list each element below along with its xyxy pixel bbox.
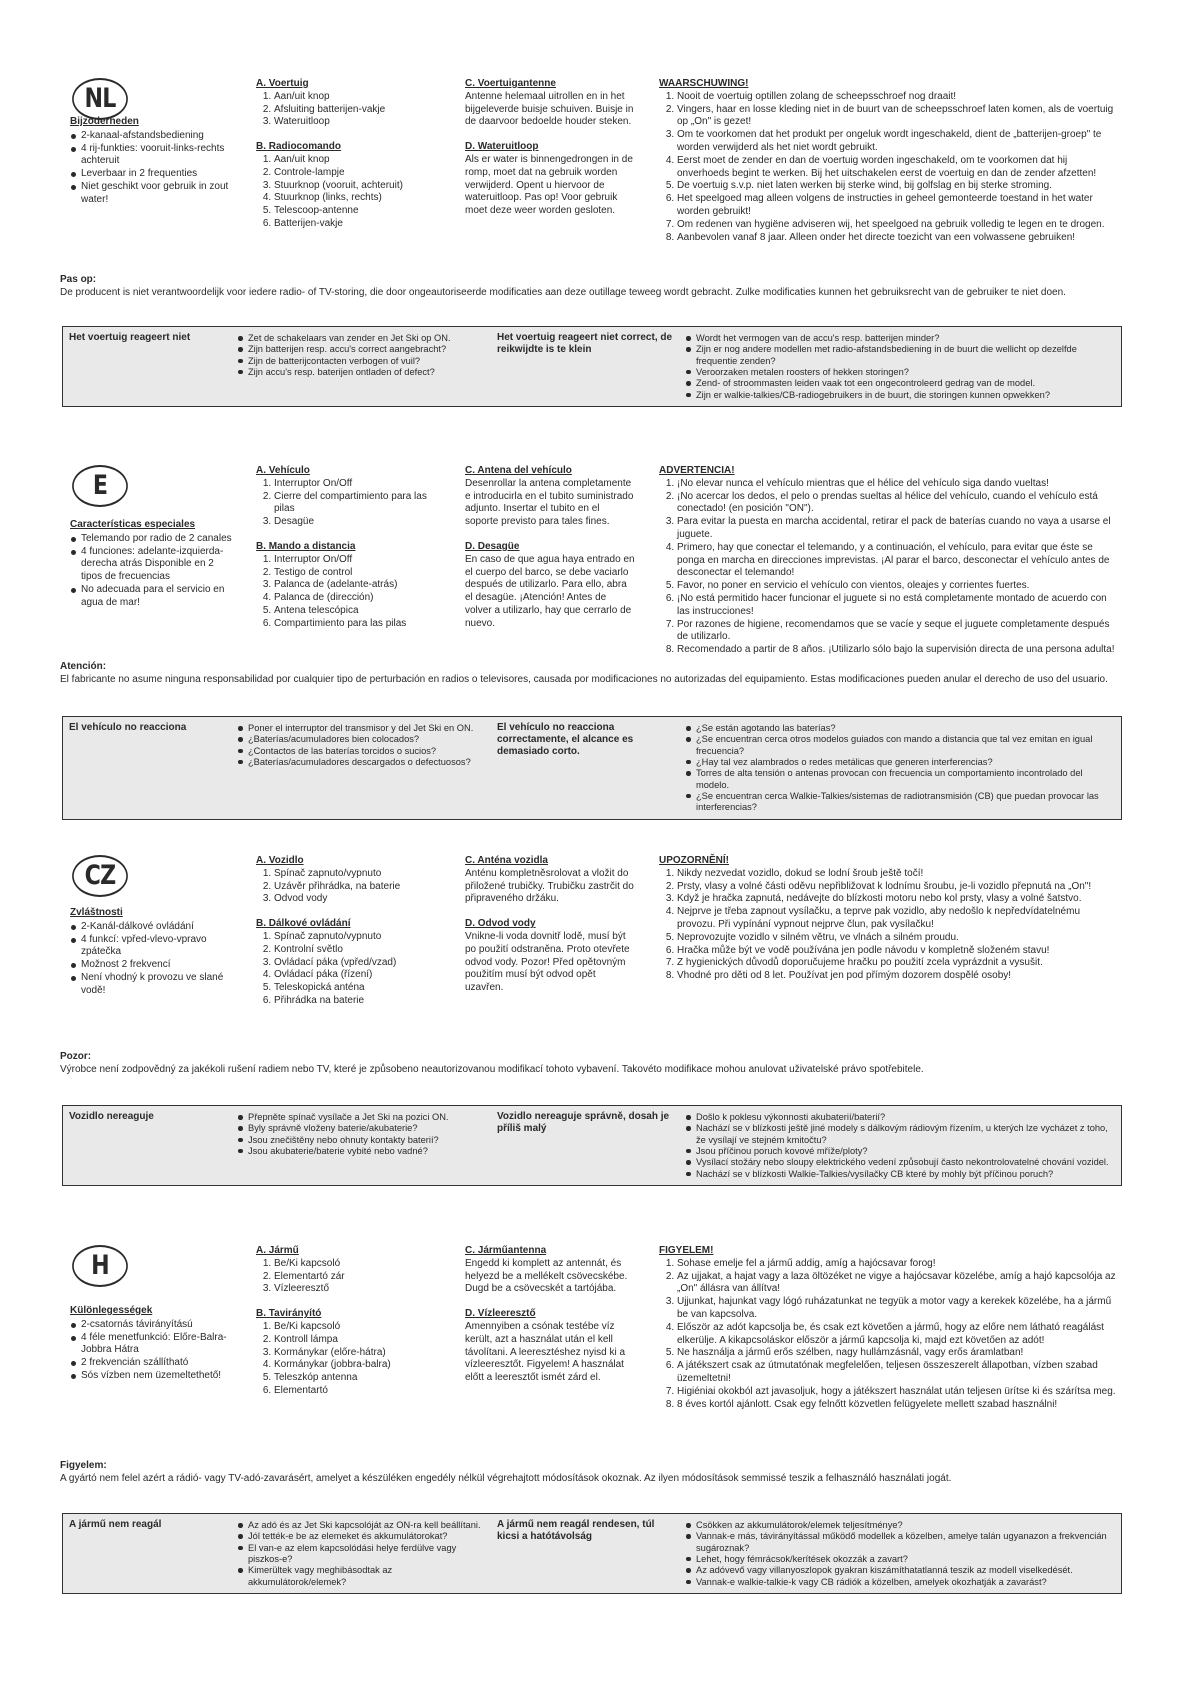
vehicle-parts-title: A. Vozidlo: [256, 855, 304, 866]
list-item: 5. Antena telescópica: [274, 605, 441, 618]
features-title: Különlegességek: [70, 1305, 153, 1316]
note: [60, 274, 1120, 300]
list-item: Niet geschikt voor gebruik in zout water!: [70, 181, 232, 207]
features-column: [70, 78, 232, 207]
parts-column: [256, 1245, 441, 1410]
language-section-h: [0, 1245, 1191, 1665]
antenna-title: C. Antena del vehículo: [465, 465, 572, 476]
ts-poor-range-title: [491, 327, 679, 406]
language-section-nl: [0, 78, 1191, 498]
list-item: 7. Higiéniai okokból azt javasoljuk, hogy a játékszert használat után teljesen ürítse ki és szárítsa meg.: [677, 1386, 1121, 1399]
ts-no-reaction-checks: [231, 327, 491, 406]
list-item: 4. Palanca de (dirección): [274, 592, 441, 605]
list-item: 7. Z hygienických důvodů doporučujeme hračku po použití zcela vyprázdnit a vysušit.: [677, 957, 1121, 970]
troubleshooting-table: [62, 1513, 1122, 1594]
warnings-column: [659, 1245, 1121, 1411]
ts-poor-range-checks: [679, 1106, 1119, 1185]
list-item: Leverbaar in 2 frequenties: [70, 168, 232, 181]
ts1-list: [237, 723, 485, 768]
features-column: [70, 465, 232, 610]
features-column: [70, 1245, 232, 1383]
ts-no-reaction-title: [63, 717, 231, 819]
warnings-column: [659, 465, 1121, 657]
drain-title: D. Odvod vody: [465, 918, 536, 930]
list-item: Byly správně vloženy baterie/akubaterie?: [237, 1123, 485, 1134]
list-item: 2. Elementartó zár: [274, 1271, 441, 1284]
list-item: Wordt het vermogen van de accu's resp. batterijen minder?: [685, 333, 1113, 344]
list-item: Došlo k poklesu výkonnosti akubaterií/baterií?: [685, 1112, 1113, 1123]
list-item: 6. Compartimiento para las pilas: [274, 618, 441, 631]
list-item: 4. Primero, hay que conectar el telemando, y a continuación, el vehículo, para evitar que éste se ponga en marcha en direcciones imprevistas. ¡Al parar el barco, desconectar el vehículo antes de desconectar el telemando!: [677, 542, 1121, 580]
ts-poor-range-checks: [679, 1514, 1119, 1593]
list-item: Zijn er nog andere modellen met radio-afstandsbediening in de buurt die wellicht op dezelfde frequentie zenden?: [685, 344, 1113, 367]
list-item: 2. Az ujjakat, a hajat vagy a laza öltözéket ne vigye a hajócsavar közelébe, amíg a hajó kapcsolója az „On" állásra van állítva!: [677, 1271, 1121, 1297]
list-item: 1. ¡No elevar nunca el vehículo mientras que el hélice del vehículo siga dando vueltas!: [677, 478, 1121, 491]
list-item: 3. Desagüe: [274, 516, 441, 529]
list-item: 6. Přihrádka na baterie: [274, 995, 441, 1008]
country-code: E: [92, 469, 108, 501]
list-item: 4. Kormánykar (jobbra-balra): [274, 1359, 441, 1372]
list-item: Jsou akubaterie/baterie vybité nebo vadné?: [237, 1146, 485, 1157]
list-item: 5. Favor, no poner en servicio el vehículo con vientos, oleajes y corrientes fuertes.: [677, 580, 1121, 593]
list-item: ¿Baterías/acumuladores bien colocados?: [237, 734, 485, 745]
antenna-drain-column: [465, 855, 635, 1007]
drain-title: D. Desagüe: [465, 540, 520, 552]
note: [60, 661, 1120, 687]
ts-no-reaction-checks: [231, 1514, 491, 1593]
ts1-list: [237, 1520, 485, 1588]
list-item: 1. Aan/uit knop: [274, 91, 441, 104]
list-item: 1. Interruptor On/Off: [274, 554, 441, 567]
antenna-text: Anténu kompletněsrolovat a vložit do přiložené trubičky. Trubičku zastrčit do připraveného držáku.: [465, 867, 634, 905]
list-item: 1. Interruptor On/Off: [274, 478, 441, 491]
ts2-list: [685, 723, 1113, 814]
list-item: Není vhodný k provozu ve slané vodě!: [70, 972, 232, 998]
list-item: Sós vízben nem üzemeltethető!: [70, 1370, 232, 1383]
list-item: 3. Vízleeresztő: [274, 1283, 441, 1296]
country-code-oval: [72, 855, 128, 897]
list-item: No adecuada para el servicio en agua de mar!: [70, 584, 232, 610]
list-item: ¿Se encuentran cerca Walkie-Talkies/sistemas de radiotransmisión (CB) que puedan provocar las interferencias?: [685, 791, 1113, 814]
list-item: Jól tették-e be az elemeket és akkumulátorokat?: [237, 1531, 485, 1542]
warnings-list: [659, 868, 1121, 983]
ts-poor-range-title: [491, 717, 679, 819]
drain-text: Als er water is binnengedrongen in de romp, moet dat na gebruik worden verwijderd. Opent u hiervoor de wateruitloop. Pas op! Voor gebruik moet deze weer worden gesloten.: [465, 153, 633, 217]
list-item: 1. Spínač zapnuto/vypnuto: [274, 931, 441, 944]
list-item: 4. Ovládací páka (řízení): [274, 969, 441, 982]
ts-poor-range-checks: [679, 717, 1119, 819]
list-item: 4. Eerst moet de zender en dan de voertuig worden ingeschakeld, om te voorkomen dat hij onverhoeds begint te werken. Bij het uitschakelen eerst de voertuig en dan de zender afzetten!: [677, 155, 1121, 181]
list-item: 3. Ujjunkat, hajunkat vagy lógó ruházatunkat ne tegyük a motor vagy a kerekek közelébe, ha a jármű be van kapcsolva.: [677, 1296, 1121, 1322]
ts-no-reaction-checks: [231, 1106, 491, 1185]
ts2-list: [685, 1112, 1113, 1180]
list-item: Zijn batterijen resp. accu's correct aangebracht?: [237, 344, 485, 355]
antenna-title: C. Anténa vozidla: [465, 855, 548, 866]
drain-title: D. Vízleeresztő: [465, 1308, 536, 1320]
country-code-oval: [72, 78, 128, 120]
list-item: 5. Neprovozujte vozidlo v silném větru, ve vlnách a silném proudu.: [677, 932, 1121, 945]
vehicle-parts-list: [256, 91, 441, 129]
note-text: De producent is niet verantwoordelijk voor iedere radio- of TV-storing, die door ongeautoriseerde modificaties aan deze outillage teweeg wordt gebracht. Zulke modificaties kunnen het gebruiksrecht van de gebruiker te niet doen.: [60, 286, 1066, 298]
remote-parts-title: B. Mando a distancia: [256, 540, 356, 552]
list-item: 2. Kontroll lámpa: [274, 1334, 441, 1347]
list-item: 1. Be/Ki kapcsoló: [274, 1258, 441, 1271]
list-item: 5. Teleszkóp antenna: [274, 1372, 441, 1385]
list-item: Nachází se v blízkosti ještě jiné modely s dálkovým rádiovým řízením, u kterých lze vycházet z toho, že vysílají ve stejném kmitočtu?: [685, 1123, 1113, 1146]
ts1-title: Vozidlo nereaguje: [69, 1111, 154, 1122]
troubleshooting-table: [62, 1105, 1122, 1186]
vehicle-parts-title: A. Vehículo: [256, 465, 310, 476]
list-item: 4 funkcí: vpřed-vlevo-vpravo zpátečka: [70, 934, 232, 960]
note-title: Pas op:: [60, 274, 97, 285]
parts-column: [256, 465, 441, 643]
list-item: Zijn de batterijcontacten verbogen of vuil?: [237, 356, 485, 367]
list-item: 3. Ovládací páka (vpřed/vzad): [274, 957, 441, 970]
vehicle-parts-title: A. Jármű: [256, 1245, 299, 1256]
list-item: ¿Se encuentran cerca otros modelos guiados con mando a distancia que tal vez emitan en igual frecuencia?: [685, 734, 1113, 757]
ts1-list: [237, 1112, 485, 1157]
list-item: 6. Hračka může být ve vodě používána jen podle návodu v kompletně složeném stavu!: [677, 945, 1121, 958]
troubleshooting-table: [62, 326, 1122, 407]
list-item: Nachází se v blízkosti Walkie-Talkies/vysílačky CB které by mohly být příčinou poruch?: [685, 1169, 1113, 1180]
list-item: 8. Recomendado a partir de 8 años. ¡Utilizarlo sólo bajo la supervisión directa de una persona adulta!: [677, 644, 1121, 657]
list-item: 1. Sohase emelje fel a jármű addig, amíg a hajócsavar forog!: [677, 1258, 1121, 1271]
list-item: El van-e az elem kapcsolódási helye ferdülve vagy piszkos-e?: [237, 1543, 485, 1566]
list-item: 1. Spínač zapnuto/vypnuto: [274, 868, 441, 881]
remote-parts-list: [256, 931, 441, 1008]
warnings-title: UPOZORNĚNÍ!: [659, 855, 729, 866]
note-text: Výrobce není zodpovědný za jakékoli rušení radiem nebo TV, které je způsobeno neautorizovanou modifikací tohoto vybavení. Takovéto modifikace mohou anulovat uživatelské právo spotřebitele.: [60, 1063, 924, 1075]
warnings-title: FIGYELEM!: [659, 1245, 714, 1256]
remote-parts-title: B. Tavirányító: [256, 1308, 322, 1320]
list-item: 3. Om te voorkomen dat het produkt per ongeluk wordt ingeschakeld, dient de „batterijen-groep" te worden verwijderd als het niet wordt gebruikt.: [677, 129, 1121, 155]
country-code: CZ: [84, 859, 116, 891]
list-item: Az adóvevő vagy villanyoszlopok gyakran kiszámíthatatlanná teszik az modell viselkedését.: [685, 1565, 1113, 1576]
features-list: [70, 1319, 232, 1383]
list-item: 3. Wateruitloop: [274, 116, 441, 129]
country-code-oval: [72, 1245, 128, 1287]
antenna-text: Antenne helemaal uitrollen en in het bijgeleverde buisje schuiven. Buisje in de daarvoor bedoelde houder steken.: [465, 90, 634, 128]
list-item: Zet de schakelaars van zender en Jet Ski op ON.: [237, 333, 485, 344]
list-item: 1. Nikdy nezvedat vozidlo, dokud se lodní šroub ještě točí!: [677, 868, 1121, 881]
note-title: Atención:: [60, 661, 107, 672]
features-column: [70, 855, 232, 998]
ts1-title: A jármű nem reagál: [69, 1519, 162, 1530]
list-item: Přepněte spínač vysílače a Jet Ski na pozici ON.: [237, 1112, 485, 1123]
list-item: 2. Prsty, vlasy a volné části oděvu nepřibližovat k lodnímu šroubu, je-li vozidlo přepnutá na „On"!: [677, 881, 1121, 894]
list-item: 3. Když je hračka zapnutá, nedávejte do blízkosti motoru nebo kol prsty, vlasy a volné šatstvo.: [677, 893, 1121, 906]
list-item: Vysílací stožáry nebo sloupy elektrického vedení způsobují často nekontrolovatelné chování vozidel.: [685, 1157, 1113, 1168]
warnings-title: WAARSCHUWING!: [659, 78, 749, 89]
remote-parts-list: [256, 154, 441, 231]
ts-no-reaction-title: [63, 1106, 231, 1185]
list-item: Poner el interruptor del transmisor y del Jet Ski en ON.: [237, 723, 485, 734]
list-item: 3. Palanca de (adelante-atrás): [274, 579, 441, 592]
features-title: Características especiales: [70, 519, 196, 530]
list-item: 2. ¡No acercar los dedos, el pelo o prendas sueltas al hélice del vehículo, cuando el vehículo está conectado! (en posición "ON").: [677, 491, 1121, 517]
list-item: 5. Teleskopická anténa: [274, 982, 441, 995]
list-item: 4. Először az adót kapcsolja be, és csak ezt követően a jármű, hogy az előre nem látható reagálást elkerülje. A kikapcsoláskor először a jármű kapcsolja ki, majd ezt követően az adót!: [677, 1322, 1121, 1348]
drain-text: Vnikne-li voda dovnitř lodě, musí být po použití odstraněna. Proto otevřete odvod vody. Pozor! Před opětovným použitím musí být odvod opět uzavřen.: [465, 930, 630, 994]
list-item: 6. ¡No está permitido hacer funcionar el juguete si no está completamente montado de acuerdo con las instrucciones!: [677, 593, 1121, 619]
list-item: 2. Controle-lampje: [274, 167, 441, 180]
warnings-list: [659, 1258, 1121, 1412]
features-title: Bijzoderheden: [70, 116, 139, 127]
list-item: 6. Elementartó: [274, 1385, 441, 1398]
list-item: 4 féle menetfunkció: Előre-Balra-Jobbra Hátra: [70, 1332, 232, 1358]
ts-poor-range-title: [491, 1106, 679, 1185]
list-item: Csökken az akkumulátorok/elemek teljesítménye?: [685, 1520, 1113, 1531]
list-item: Jsou příčinou poruch kovové mříže/ploty?: [685, 1146, 1113, 1157]
vehicle-parts-list: [256, 1258, 441, 1296]
note-title: Pozor:: [60, 1051, 92, 1062]
troubleshooting-table: [62, 716, 1122, 820]
list-item: Možnost 2 frekvencí: [70, 959, 232, 972]
list-item: 4 funciones: adelante-izquierda-derecha atrás Disponible en 2 tipos de frecuencias: [70, 546, 232, 584]
list-item: 7. Por razones de higiene, recomendamos que se vacíe y seque el juguete completamente después de utilizarlo.: [677, 619, 1121, 645]
list-item: 6. Het speelgoed mag alleen volgens de instructies in geheel gemonteerde toestand in het water worden gebruikt!: [677, 193, 1121, 219]
list-item: 8. 8 éves kortól ajánlott. Csak egy felnőtt közvetlen felügyelete mellett szabad használni!: [677, 1399, 1121, 1412]
ts1-title: El vehículo no reacciona: [69, 722, 187, 733]
list-item: 7. Om redenen van hygiëne adviseren wij, het speelgoed na gebruik volledig te legen en te drogen.: [677, 219, 1121, 232]
list-item: Veroorzaken metalen roosters of hekken storingen?: [685, 367, 1113, 378]
language-section-e: [0, 465, 1191, 885]
ts2-title: Vozidlo nereaguje správně, dosah je příliš malý: [497, 1111, 670, 1135]
list-item: Telemando por radio de 2 canales: [70, 533, 232, 546]
list-item: ¿Baterías/acumuladores descargados o defectuosos?: [237, 757, 485, 768]
ts-no-reaction-title: [63, 327, 231, 406]
note: [60, 1460, 1120, 1486]
list-item: ¿Se están agotando las baterías?: [685, 723, 1113, 734]
list-item: 2. Testigo de control: [274, 567, 441, 580]
warnings-list: [659, 91, 1121, 245]
list-item: 3. Kormánykar (előre-hátra): [274, 1347, 441, 1360]
remote-parts-list: [256, 554, 441, 631]
drain-text: En caso de que agua haya entrado en el cuerpo del barco, se debe vaciarlo después de utilizarlo. Para ello, abra el desagüe. ¡Atención! Antes de volver a utilizarlo, hay que cerrarlo de nuevo.: [465, 553, 635, 629]
vehicle-parts-title: A. Voertuig: [256, 78, 309, 89]
list-item: 2. Kontrolní světlo: [274, 944, 441, 957]
features-list: [70, 130, 232, 207]
list-item: 6. Batterijen-vakje: [274, 218, 441, 231]
list-item: Zijn er walkie-talkies/CB-radiogebruikers in de buurt, die storingen kunnen opwekken?: [685, 390, 1113, 401]
list-item: 2. Cierre del compartimiento para las pilas: [274, 491, 441, 517]
antenna-drain-column: [465, 465, 635, 643]
note-title: Figyelem:: [60, 1460, 107, 1471]
vehicle-parts-list: [256, 478, 441, 529]
ts-no-reaction-checks: [231, 717, 491, 819]
vehicle-parts-list: [256, 868, 441, 906]
country-code: NL: [84, 82, 116, 114]
list-item: Az adó és az Jet Ski kapcsolóját az ON-ra kell beállítani.: [237, 1520, 485, 1531]
list-item: 6. A játékszert csak az útmutatónak megfelelően, teljesen összeszerelt állapotban, vízben szabad üzemeltetni!: [677, 1360, 1121, 1386]
features-list: [70, 921, 232, 998]
parts-column: [256, 78, 441, 243]
list-item: Lehet, hogy fémrácsok/kerítések okozzák a zavart?: [685, 1554, 1113, 1565]
list-item: 2-kanaal-afstandsbediening: [70, 130, 232, 143]
list-item: 3. Odvod vody: [274, 893, 441, 906]
ts2-list: [685, 1520, 1113, 1588]
country-code-oval: [72, 465, 128, 507]
antenna-title: C. Járműantenna: [465, 1245, 547, 1256]
country-code: H: [91, 1249, 109, 1281]
warnings-title: ADVERTENCIA!: [659, 465, 735, 476]
warnings-column: [659, 78, 1121, 244]
list-item: Zijn accu's resp. baterijen ontladen of defect?: [237, 367, 485, 378]
list-item: Vannak-e walkie-talkie-k vagy CB rádiók a közelben, amelyek okozhatják a zavarást?: [685, 1577, 1113, 1588]
antenna-text: Engedd ki komplett az antennát, és helyezd be a mellékelt csövecskébe. Dugd be a csövecskét a tartójába.: [465, 1257, 628, 1295]
list-item: 1. Be/Ki kapcsoló: [274, 1321, 441, 1334]
list-item: 8. Vhodné pro děti od 8 let. Používat jen pod přímým dozorem dospělé osoby!: [677, 970, 1121, 983]
antenna-title: C. Voertuigantenne: [465, 78, 556, 89]
ts1-list: [237, 333, 485, 378]
antenna-drain-column: [465, 1245, 635, 1397]
list-item: Jsou znečištěny nebo ohnuty kontakty baterií?: [237, 1135, 485, 1146]
ts2-title: A jármű nem reagál rendesen, túl kicsi a hatótávolság: [497, 1519, 655, 1543]
list-item: 5. De voertuig s.v.p. niet laten werken bij sterke wind, bij golfslag en bij sterke stroming.: [677, 180, 1121, 193]
ts-poor-range-title: [491, 1514, 679, 1593]
list-item: 5. Ne használja a jármű erős szélben, nagy hullámzásnál, vagy erős áramlatban!: [677, 1347, 1121, 1360]
note-text: A gyártó nem felel azért a rádió- vagy TV-adó-zavarásért, amelyet a készüléken engedély nélkül végrehajtott módosítások okoznak. Az ilyen módosítások semmissé teszik a felhasználó használati jogát.: [60, 1472, 952, 1484]
antenna-text: Desenrollar la antena completamente e introducirla en el tubito suministrado adjunto. Insertar el tubito en el soporte previsto para tales fines.: [465, 477, 634, 528]
list-item: 2. Afsluiting batterijen-vakje: [274, 104, 441, 117]
list-item: 2. Vingers, haar en losse kleding niet in de buurt van de scheepsschroef laten komen, als de voertuig op „On" is gezet!: [677, 104, 1121, 130]
list-item: 1. Aan/uit knop: [274, 154, 441, 167]
ts-poor-range-checks: [679, 327, 1119, 406]
features-title: Zvláštnosti: [70, 907, 123, 918]
language-section-cz: [0, 855, 1191, 1275]
features-list: [70, 533, 232, 610]
warnings-list: [659, 478, 1121, 657]
drain-text: Amennyiben a csónak testébe víz került, azt a használat után el kell távolítani. A leeresztéshez nyisd ki a vízleeresztőt. Figyelem! A használat előtt a leeresztőt ismét zárd el.: [465, 1320, 626, 1384]
warnings-column: [659, 855, 1121, 983]
list-item: 3. Stuurknop (vooruit, achteruit): [274, 180, 441, 193]
list-item: Vannak-e más, távirányítással működő modellek a közelben, amelye talán ugyanazon a frekvencián sugároznak?: [685, 1531, 1113, 1554]
list-item: ¿Hay tal vez alambrados o redes metálicas que generen interferencias?: [685, 757, 1113, 768]
list-item: 4. Stuurknop (links, rechts): [274, 192, 441, 205]
list-item: 4. Nejprve je třeba zapnout vysílačku, a teprve pak vozidlo, aby nedošlo k nepředvídatelnému provozu. Při vypínání vypnout nejprve člun, pak vysílačku!: [677, 906, 1121, 932]
list-item: 8. Aanbevolen vanaf 8 jaar. Alleen onder het directe toezicht van een volwassene gebruiken!: [677, 232, 1121, 245]
list-item: 2. Uzávěr přihrádka, na baterie: [274, 881, 441, 894]
note: [60, 1051, 1120, 1077]
ts2-title: Het voertuig reageert niet correct, de reikwijdte is te klein: [497, 332, 673, 356]
remote-parts-title: B. Radiocomando: [256, 141, 342, 153]
list-item: 5. Telescoop-antenne: [274, 205, 441, 218]
list-item: 3. Para evitar la puesta en marcha accidental, retirar el pack de baterías cuando no vaya a usarse el juguete.: [677, 516, 1121, 542]
list-item: 2 frekvencián szállítható: [70, 1357, 232, 1370]
ts1-title: Het voertuig reageert niet: [69, 332, 191, 343]
parts-column: [256, 855, 441, 1020]
remote-parts-list: [256, 1321, 441, 1398]
list-item: Zend- of stroommasten leiden vaak tot een ongecontroleerd gedrag van de model.: [685, 378, 1113, 389]
remote-parts-title: B. Dálkové ovládání: [256, 918, 351, 930]
list-item: Kimerültek vagy meghibásodtak az akkumulátorok/elemek?: [237, 1565, 485, 1588]
list-item: 2-Kanál-dálkové ovládání: [70, 921, 232, 934]
list-item: 1. Nooit de voertuig optillen zolang de scheepsschroef nog draait!: [677, 91, 1121, 104]
list-item: ¿Contactos de las baterías torcidos o sucios?: [237, 746, 485, 757]
antenna-drain-column: [465, 78, 635, 230]
ts2-title: El vehículo no reacciona correctamente, el alcance es demasiado corto.: [497, 722, 634, 758]
list-item: Torres de alta tensión o antenas provocan con frecuencia un comportamiento incontrolado del modelo.: [685, 768, 1113, 791]
list-item: 4 rij-funkties: vooruit-links-rechts achteruit: [70, 143, 232, 169]
ts-no-reaction-title: [63, 1514, 231, 1593]
ts2-list: [685, 333, 1113, 401]
drain-title: D. Wateruitloop: [465, 141, 539, 153]
note-text: El fabricante no asume ninguna responsabilidad por cualquier tipo de perturbación en radios o televisores, causada por modificaciones no autorizadas del equipamiento. Estas modificaciones pueden anular el derecho de uso del usuario.: [60, 673, 1108, 685]
list-item: 2-csatornás távirányítású: [70, 1319, 232, 1332]
